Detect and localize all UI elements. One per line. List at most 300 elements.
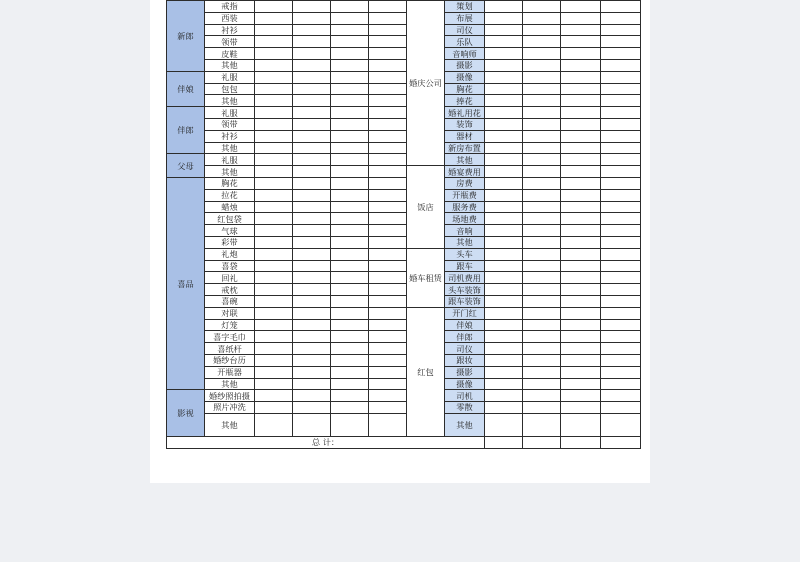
value-cell-left[interactable] [293,201,331,213]
value-cell-left[interactable] [293,390,331,402]
value-cell-left[interactable] [331,95,369,107]
value-cell-right[interactable] [561,402,601,414]
value-cell-right[interactable] [601,48,641,60]
value-cell-left[interactable] [331,59,369,71]
value-cell-right[interactable] [561,189,601,201]
value-cell-left[interactable] [369,107,407,119]
value-cell-right[interactable] [561,71,601,83]
value-cell-left[interactable] [369,236,407,248]
value-cell-left[interactable] [369,248,407,260]
value-cell-right[interactable] [523,236,561,248]
value-cell-right[interactable] [485,201,523,213]
value-cell-right[interactable] [561,36,601,48]
value-cell-right[interactable] [601,354,641,366]
value-cell-left[interactable] [293,343,331,355]
value-cell-left[interactable] [255,236,293,248]
value-cell-right[interactable] [485,83,523,95]
value-cell-left[interactable] [255,83,293,95]
value-cell-left[interactable] [331,83,369,95]
value-cell-left[interactable] [255,71,293,83]
value-cell-right[interactable] [561,12,601,24]
value-cell-left[interactable] [331,177,369,189]
total-value-cell[interactable] [561,436,601,448]
value-cell-right[interactable] [601,390,641,402]
value-cell-left[interactable] [369,402,407,414]
value-cell-right[interactable] [561,201,601,213]
value-cell-right[interactable] [601,142,641,154]
value-cell-right[interactable] [561,248,601,260]
value-cell-left[interactable] [293,225,331,237]
value-cell-left[interactable] [293,118,331,130]
value-cell-left[interactable] [331,71,369,83]
value-cell-left[interactable] [293,177,331,189]
value-cell-left[interactable] [331,48,369,60]
value-cell-left[interactable] [369,166,407,178]
value-cell-right[interactable] [485,307,523,319]
value-cell-right[interactable] [601,154,641,166]
value-cell-right[interactable] [523,295,561,307]
item-cell-right: 音响 [445,225,485,237]
value-cell-left[interactable] [293,272,331,284]
value-cell-right[interactable] [485,59,523,71]
value-cell-right[interactable] [523,201,561,213]
value-cell-right[interactable] [561,343,601,355]
value-cell-right[interactable] [485,248,523,260]
value-cell-left[interactable] [369,378,407,390]
value-cell-left[interactable] [255,36,293,48]
value-cell-right[interactable] [601,260,641,272]
value-cell-left[interactable] [331,189,369,201]
value-cell-right[interactable] [523,12,561,24]
value-cell-right[interactable] [485,154,523,166]
value-cell-left[interactable] [255,59,293,71]
value-cell-right[interactable] [561,366,601,378]
value-cell-right[interactable] [485,272,523,284]
item-cell-right: 伴娘 [445,319,485,331]
value-cell-left[interactable] [255,284,293,296]
value-cell-right[interactable] [601,71,641,83]
value-cell-right[interactable] [601,12,641,24]
value-cell-right[interactable] [485,378,523,390]
value-cell-left[interactable] [369,260,407,272]
value-cell-left[interactable] [369,413,407,436]
value-cell-right[interactable] [601,177,641,189]
value-cell-left[interactable] [331,1,369,13]
value-cell-right[interactable] [485,107,523,119]
table-row [167,343,641,355]
value-cell-right[interactable] [485,413,523,436]
value-cell-right[interactable] [485,260,523,272]
value-cell-left[interactable] [369,189,407,201]
value-cell-right[interactable] [601,307,641,319]
value-cell-right[interactable] [485,295,523,307]
value-cell-right[interactable] [561,213,601,225]
value-cell-left[interactable] [369,142,407,154]
value-cell-right[interactable] [523,1,561,13]
value-cell-left[interactable] [293,154,331,166]
value-cell-left[interactable] [293,71,331,83]
value-cell-right[interactable] [523,130,561,142]
value-cell-left[interactable] [331,36,369,48]
value-cell-left[interactable] [293,378,331,390]
value-cell-right[interactable] [523,213,561,225]
value-cell-right[interactable] [523,413,561,436]
value-cell-left[interactable] [255,166,293,178]
value-cell-left[interactable] [369,1,407,13]
value-cell-left[interactable] [255,307,293,319]
value-cell-left[interactable] [331,130,369,142]
value-cell-right[interactable] [601,83,641,95]
value-cell-left[interactable] [331,142,369,154]
value-cell-right[interactable] [485,189,523,201]
value-cell-left[interactable] [369,295,407,307]
value-cell-left[interactable] [255,201,293,213]
value-cell-right[interactable] [523,225,561,237]
value-cell-left[interactable] [331,413,369,436]
value-cell-left[interactable] [293,142,331,154]
value-cell-left[interactable] [369,272,407,284]
value-cell-left[interactable] [369,343,407,355]
value-cell-right[interactable] [561,295,601,307]
value-cell-right[interactable] [601,36,641,48]
value-cell-right[interactable] [561,354,601,366]
value-cell-right[interactable] [561,236,601,248]
value-cell-right[interactable] [485,36,523,48]
value-cell-right[interactable] [485,24,523,36]
value-cell-right[interactable] [561,284,601,296]
value-cell-left[interactable] [293,83,331,95]
value-cell-left[interactable] [331,213,369,225]
value-cell-right[interactable] [601,118,641,130]
total-value-cell[interactable] [523,436,561,448]
value-cell-right[interactable] [485,319,523,331]
value-cell-right[interactable] [523,343,561,355]
value-cell-right[interactable] [601,130,641,142]
value-cell-right[interactable] [485,118,523,130]
value-cell-left[interactable] [331,319,369,331]
value-cell-left[interactable] [331,225,369,237]
value-cell-left[interactable] [369,154,407,166]
value-cell-right[interactable] [485,166,523,178]
value-cell-right[interactable] [561,390,601,402]
value-cell-left[interactable] [369,307,407,319]
value-cell-left[interactable] [369,201,407,213]
value-cell-right[interactable] [601,284,641,296]
value-cell-right[interactable] [561,331,601,343]
value-cell-right[interactable] [561,142,601,154]
value-cell-right[interactable] [485,331,523,343]
value-cell-left[interactable] [331,366,369,378]
value-cell-left[interactable] [331,272,369,284]
value-cell-left[interactable] [293,130,331,142]
value-cell-right[interactable] [485,225,523,237]
value-cell-right[interactable] [601,295,641,307]
value-cell-right[interactable] [561,272,601,284]
value-cell-left[interactable] [293,319,331,331]
value-cell-right[interactable] [561,319,601,331]
value-cell-left[interactable] [293,166,331,178]
value-cell-right[interactable] [561,177,601,189]
value-cell-left[interactable] [293,48,331,60]
value-cell-left[interactable] [255,130,293,142]
value-cell-right[interactable] [523,307,561,319]
total-value-cell[interactable] [485,436,523,448]
value-cell-right[interactable] [601,413,641,436]
value-cell-left[interactable] [255,319,293,331]
value-cell-right[interactable] [523,366,561,378]
value-cell-left[interactable] [255,1,293,13]
value-cell-left[interactable] [293,236,331,248]
value-cell-left[interactable] [369,12,407,24]
value-cell-right[interactable] [523,272,561,284]
value-cell-right[interactable] [523,177,561,189]
value-cell-left[interactable] [255,24,293,36]
value-cell-right[interactable] [561,1,601,13]
table-row [167,59,641,71]
value-cell-left[interactable] [293,331,331,343]
value-cell-left[interactable] [255,366,293,378]
table-row [167,307,641,319]
value-cell-right[interactable] [601,1,641,13]
value-cell-left[interactable] [331,166,369,178]
value-cell-right[interactable] [601,59,641,71]
value-cell-left[interactable] [369,213,407,225]
value-cell-right[interactable] [523,189,561,201]
value-cell-left[interactable] [255,343,293,355]
value-cell-left[interactable] [255,413,293,436]
value-cell-right[interactable] [485,343,523,355]
value-cell-left[interactable] [331,284,369,296]
value-cell-right[interactable] [523,142,561,154]
value-cell-right[interactable] [485,366,523,378]
value-cell-right[interactable] [601,331,641,343]
value-cell-left[interactable] [255,402,293,414]
value-cell-right[interactable] [561,166,601,178]
value-cell-left[interactable] [255,177,293,189]
value-cell-right[interactable] [485,142,523,154]
value-cell-right[interactable] [601,95,641,107]
value-cell-right[interactable] [485,236,523,248]
value-cell-left[interactable] [293,295,331,307]
value-cell-left[interactable] [255,390,293,402]
value-cell-right[interactable] [523,48,561,60]
value-cell-right[interactable] [561,24,601,36]
value-cell-left[interactable] [369,59,407,71]
value-cell-left[interactable] [331,118,369,130]
value-cell-left[interactable] [293,189,331,201]
value-cell-right[interactable] [485,284,523,296]
value-cell-left[interactable] [369,331,407,343]
value-cell-left[interactable] [255,272,293,284]
value-cell-right[interactable] [601,107,641,119]
value-cell-right[interactable] [561,154,601,166]
value-cell-left[interactable] [293,24,331,36]
total-value-cell[interactable] [601,436,641,448]
value-cell-left[interactable] [255,213,293,225]
value-cell-right[interactable] [485,71,523,83]
value-cell-right[interactable] [485,177,523,189]
value-cell-left[interactable] [255,354,293,366]
value-cell-right[interactable] [561,130,601,142]
value-cell-right[interactable] [561,83,601,95]
value-cell-left[interactable] [293,307,331,319]
value-cell-left[interactable] [331,331,369,343]
value-cell-right[interactable] [601,166,641,178]
value-cell-right[interactable] [523,95,561,107]
value-cell-right[interactable] [523,166,561,178]
value-cell-right[interactable] [561,48,601,60]
value-cell-right[interactable] [561,378,601,390]
value-cell-right[interactable] [601,213,641,225]
value-cell-left[interactable] [293,36,331,48]
value-cell-left[interactable] [255,142,293,154]
value-cell-right[interactable] [601,248,641,260]
value-cell-right[interactable] [523,284,561,296]
value-cell-left[interactable] [255,154,293,166]
value-cell-right[interactable] [601,378,641,390]
value-cell-right[interactable] [485,48,523,60]
value-cell-left[interactable] [369,24,407,36]
value-cell-left[interactable] [369,118,407,130]
value-cell-left[interactable] [331,343,369,355]
value-cell-right[interactable] [523,36,561,48]
value-cell-right[interactable] [523,118,561,130]
value-cell-right[interactable] [601,201,641,213]
value-cell-right[interactable] [523,107,561,119]
value-cell-left[interactable] [255,12,293,24]
value-cell-left[interactable] [293,1,331,13]
value-cell-left[interactable] [331,307,369,319]
value-cell-left[interactable] [255,118,293,130]
value-cell-right[interactable] [561,225,601,237]
value-cell-left[interactable] [255,225,293,237]
value-cell-left[interactable] [255,295,293,307]
item-cell-left: 回礼 [205,272,255,284]
value-cell-right[interactable] [523,319,561,331]
value-cell-left[interactable] [255,95,293,107]
value-cell-left[interactable] [293,402,331,414]
value-cell-left[interactable] [293,95,331,107]
value-cell-left[interactable] [331,378,369,390]
value-cell-right[interactable] [485,390,523,402]
value-cell-right[interactable] [601,189,641,201]
value-cell-right[interactable] [561,118,601,130]
value-cell-left[interactable] [293,12,331,24]
value-cell-left[interactable] [331,354,369,366]
value-cell-left[interactable] [255,107,293,119]
value-cell-right[interactable] [601,366,641,378]
value-cell-right[interactable] [523,154,561,166]
value-cell-left[interactable] [331,24,369,36]
value-cell-left[interactable] [331,201,369,213]
value-cell-right[interactable] [485,95,523,107]
value-cell-right[interactable] [523,59,561,71]
value-cell-right[interactable] [561,413,601,436]
value-cell-left[interactable] [369,130,407,142]
value-cell-right[interactable] [485,1,523,13]
value-cell-right[interactable] [523,331,561,343]
value-cell-right[interactable] [485,130,523,142]
value-cell-right[interactable] [601,225,641,237]
value-cell-right[interactable] [523,260,561,272]
value-cell-right[interactable] [561,59,601,71]
item-cell-right: 司仪 [445,343,485,355]
value-cell-left[interactable] [293,366,331,378]
value-cell-right[interactable] [601,236,641,248]
item-cell-left: 皮鞋 [205,48,255,60]
value-cell-right[interactable] [523,83,561,95]
value-cell-left[interactable] [369,366,407,378]
value-cell-right[interactable] [523,248,561,260]
value-cell-left[interactable] [255,260,293,272]
value-cell-left[interactable] [331,107,369,119]
value-cell-left[interactable] [369,95,407,107]
value-cell-left[interactable] [331,12,369,24]
value-cell-left[interactable] [293,59,331,71]
value-cell-left[interactable] [293,213,331,225]
value-cell-left[interactable] [369,48,407,60]
value-cell-right[interactable] [485,12,523,24]
value-cell-right[interactable] [523,378,561,390]
value-cell-right[interactable] [601,343,641,355]
value-cell-left[interactable] [369,71,407,83]
value-cell-right[interactable] [485,213,523,225]
value-cell-left[interactable] [369,225,407,237]
value-cell-right[interactable] [561,307,601,319]
value-cell-right[interactable] [523,71,561,83]
value-cell-right[interactable] [601,402,641,414]
value-cell-right[interactable] [523,390,561,402]
value-cell-left[interactable] [369,177,407,189]
value-cell-right[interactable] [523,402,561,414]
value-cell-left[interactable] [293,248,331,260]
value-cell-left[interactable] [293,413,331,436]
value-cell-left[interactable] [369,319,407,331]
value-cell-left[interactable] [331,236,369,248]
value-cell-left[interactable] [255,378,293,390]
value-cell-left[interactable] [331,390,369,402]
value-cell-left[interactable] [331,260,369,272]
value-cell-right[interactable] [601,319,641,331]
value-cell-left[interactable] [331,154,369,166]
value-cell-right[interactable] [601,272,641,284]
value-cell-right[interactable] [601,24,641,36]
value-cell-left[interactable] [293,260,331,272]
value-cell-left[interactable] [293,354,331,366]
value-cell-left[interactable] [331,248,369,260]
value-cell-left[interactable] [255,189,293,201]
value-cell-right[interactable] [561,95,601,107]
value-cell-left[interactable] [369,36,407,48]
value-cell-left[interactable] [293,107,331,119]
value-cell-left[interactable] [369,284,407,296]
value-cell-right[interactable] [523,354,561,366]
value-cell-left[interactable] [255,48,293,60]
value-cell-left[interactable] [331,402,369,414]
value-cell-right[interactable] [485,354,523,366]
value-cell-left[interactable] [293,284,331,296]
value-cell-left[interactable] [331,295,369,307]
value-cell-left[interactable] [255,248,293,260]
value-cell-right[interactable] [485,402,523,414]
value-cell-left[interactable] [369,354,407,366]
value-cell-right[interactable] [561,107,601,119]
value-cell-right[interactable] [561,260,601,272]
value-cell-left[interactable] [255,331,293,343]
value-cell-left[interactable] [369,83,407,95]
value-cell-right[interactable] [523,24,561,36]
value-cell-left[interactable] [369,390,407,402]
